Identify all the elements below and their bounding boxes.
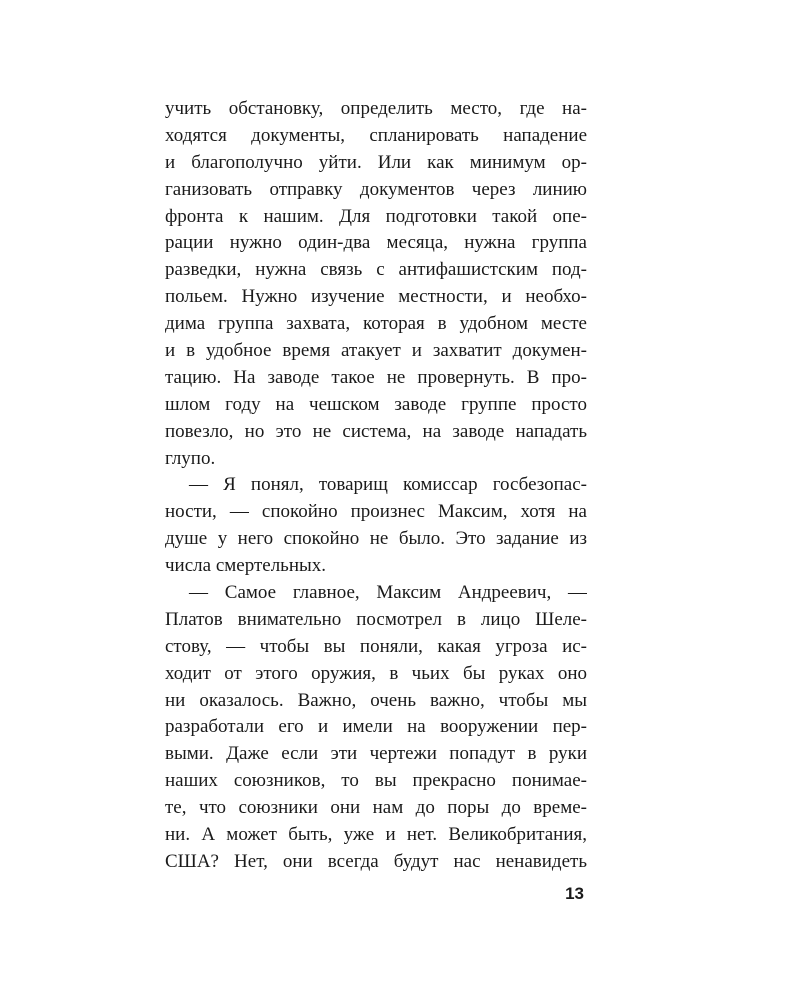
text-line: ганизовать отправку документов через линию <box>165 178 587 200</box>
body-text <box>165 96 587 876</box>
text-line: и в удобное время атакует и захватит докумен- <box>165 340 587 362</box>
text-line: учить обстановку, определить место, где на- <box>165 98 587 119</box>
text-line: повезло, но это не система, на заводе нападать <box>165 420 587 442</box>
text-line: ни оказалось. Важно, очень важно, чтобы мы <box>165 689 587 711</box>
text-line: наших союзников, то вы прекрасно понимае- <box>165 770 587 792</box>
text-line: разведки, нужна связь с антифашистским под- <box>165 259 587 281</box>
dialogue-line: — Я понял, товарищ комиссар госбезопас- <box>189 474 587 496</box>
paragraph-end-line: числа смертельных. <box>165 555 327 577</box>
text-line: шлом году на чешском заводе группе просто <box>165 393 587 415</box>
text-line: разработали его и имели на вооружении пер- <box>165 716 587 738</box>
text-line: ни. А может быть, уже и нет. Великобритания, <box>165 824 587 846</box>
text-line: и благополучно уйти. Или как минимум ор- <box>165 151 587 173</box>
text-line: польем. Нужно изучение местности, и необхо- <box>165 286 587 308</box>
text-line: США? Нет, они всегда будут нас ненавидеть <box>165 850 587 872</box>
text-line: те, что союзники они нам до поры до време- <box>165 797 587 819</box>
text-line: ходятся документы, спланировать нападение <box>165 124 587 146</box>
text-line: фронта к нашим. Для подготовки такой опе- <box>165 205 587 227</box>
text-line: Платов внимательно посмотрел в лицо Шеле- <box>165 608 587 630</box>
text-line: тацию. На заводе такое не провернуть. В про- <box>165 366 587 388</box>
text-line: рации нужно один-два месяца, нужна группа <box>165 232 587 254</box>
text-line: ности, — спокойно произнес Максим, хотя на <box>165 501 587 523</box>
paragraph-end-line: глупо. <box>165 447 216 469</box>
text-line: ходит от этого оружия, в чьих бы руках оно <box>165 662 587 684</box>
dialogue-line: — Самое главное, Максим Андреевич, — <box>189 582 587 604</box>
page-number: 13 <box>565 884 584 903</box>
text-line: дима группа захвата, которая в удобном месте <box>165 313 587 335</box>
text-line: выми. Даже если эти чертежи попадут в руки <box>165 743 587 765</box>
text-line: душе у него спокойно не было. Это задание из <box>165 528 587 550</box>
text-line: стову, — чтобы вы поняли, какая угроза ис- <box>165 635 587 657</box>
